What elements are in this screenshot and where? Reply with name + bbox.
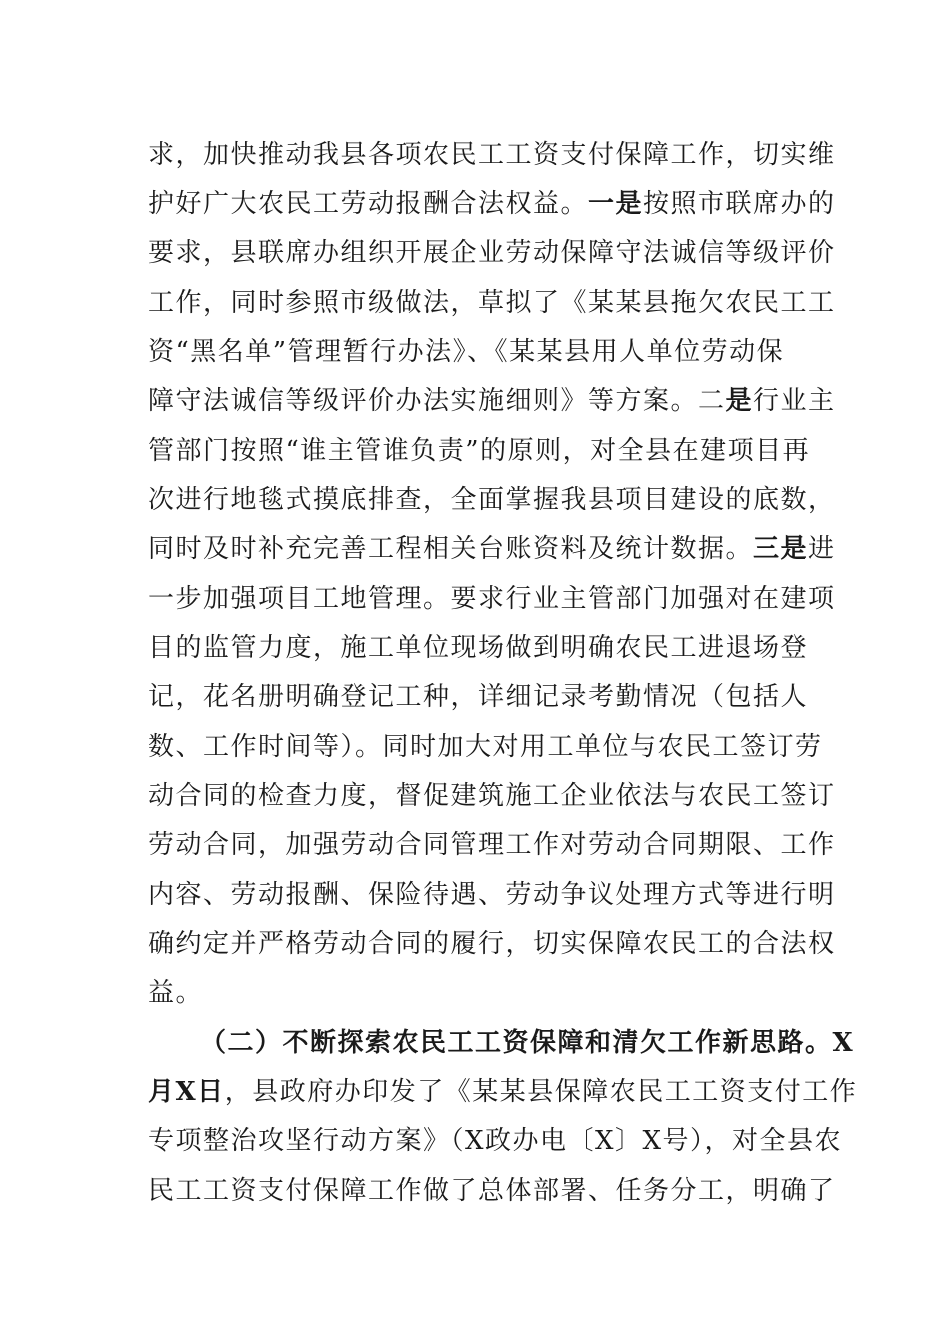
body-line-18: 益。 [148,978,204,1008]
body-line-20: 月X日，县政府办印发了《某某县保障农民工工资支付工作 [148,1077,858,1107]
body-line-2: 护好广大农民工劳动报酬合法权益。一是按照市联席办的 [148,189,836,219]
section-heading: （二）不断探索农民工工资保障和清欠工作新思路。X [200,1028,855,1058]
body-line-11: 目的监管力度，施工单位现场做到明确农民工进退场登 [148,633,809,663]
body-line-12: 记，花名册明确登记工种，详细记录考勤情况（包括人 [148,682,809,712]
body-line-13: 数、工作时间等）。同时加大对用工单位与农民工签订劳 [148,732,823,762]
body-line-3: 要求，县联席办组织开展企业劳动保障守法诚信等级评价 [148,238,836,268]
emphasis-date: 月X日 [148,1077,225,1107]
body-line-1: 求，加快推动我县各项农民工工资支付保障工作，切实维 [148,140,836,170]
body-line-4: 工作，同时参照市级做法，草拟了《某某县拖欠农民工工 [148,288,836,318]
body-line-22: 民工工资支付保障工作做了总体部署、任务分工，明确了 [148,1176,836,1206]
body-line-6: 障守法诚信等级评价办法实施细则》等方案。二是行业主 [148,386,836,416]
body-line-7: 管部门按照“谁主管谁负责”的原则，对全县在建项目再 [148,436,811,466]
body-line-14: 动合同的检查力度，督促建筑施工企业依法与农民工签订 [148,781,836,811]
body-line-17: 确约定并严格劳动合同的履行，切实保障农民工的合法权 [148,929,836,959]
body-line-10: 一步加强项目工地管理。要求行业主管部门加强对在建项 [148,584,836,614]
body-line-9: 同时及时补充完善工程相关台账资料及统计数据。三是进 [148,534,836,564]
body-line-15: 劳动合同，加强劳动合同管理工作对劳动合同期限、工作 [148,830,836,860]
emphasis-ershi: 是 [725,386,754,416]
body-line-16: 内容、劳动报酬、保险待遇、劳动争议处理方式等进行明 [148,880,836,910]
emphasis-yishi: 一是 [588,189,644,219]
body-line-5: 资“黑名单”管理暂行办法》、《某某县用人单位劳动保 [148,337,785,367]
emphasis-sanshi: 三是 [753,534,809,564]
body-line-8: 次进行地毯式摸底排查，全面掌握我县项目建设的底数， [148,485,836,515]
body-line-21: 专项整治攻坚行动方案》（X政办电〔X〕X号），对全县农 [148,1126,843,1156]
